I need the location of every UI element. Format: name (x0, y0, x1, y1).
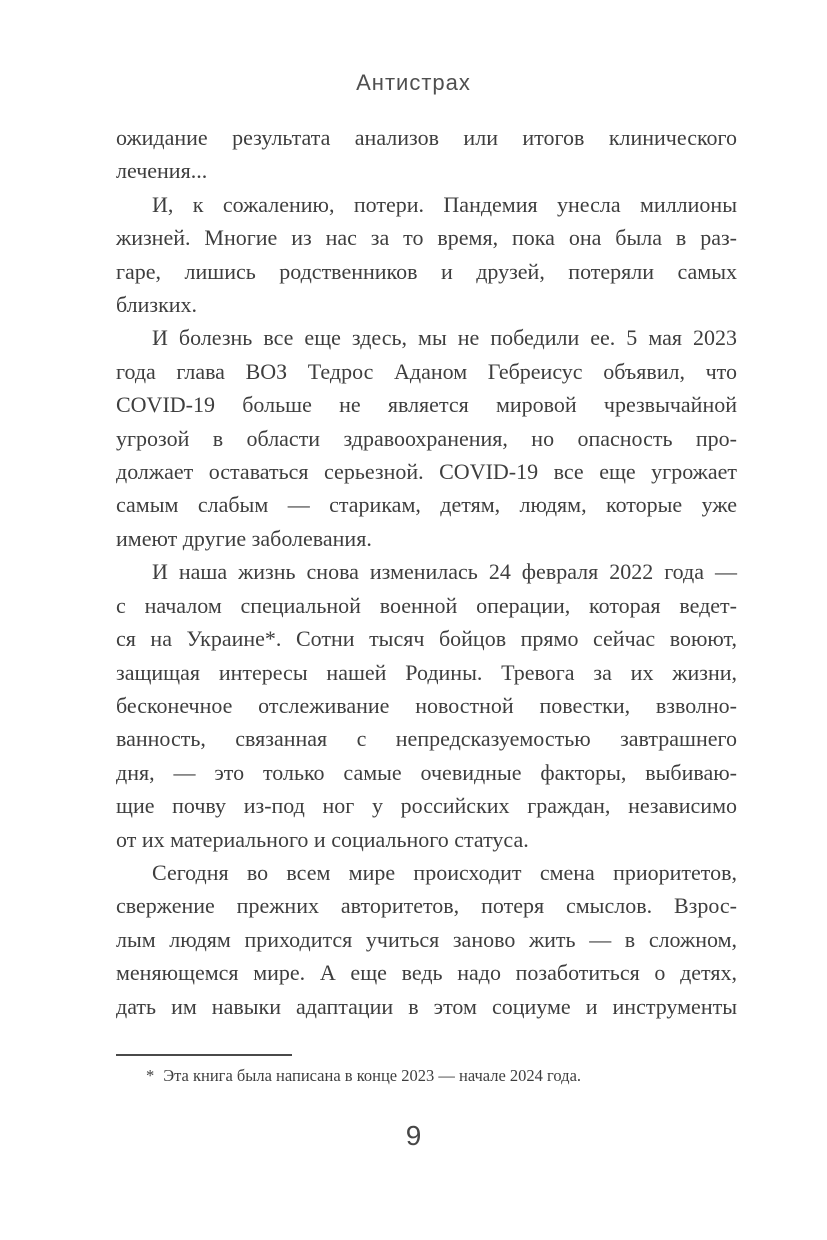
text-line: ожидание результата анализов или итогов клинического (116, 125, 737, 150)
text-line: Сегодня во всем мире происходит смена приоритетов, (152, 859, 737, 885)
text-line: свержение прежних авторитетов, потеря смыслов. Взрос- (116, 893, 737, 919)
text-line: И, к сожалению, потери. Пандемия унесла миллионы (152, 191, 737, 217)
footnote-rule (116, 1054, 292, 1056)
text-line: должает оставаться серьезной. COVID-19 все еще угрожает (116, 459, 737, 485)
footnote-marker: * (146, 1066, 155, 1085)
body-text (116, 121, 737, 1023)
text-line: дать им навыки адаптации в этом социуме и инструменты (116, 993, 737, 1019)
text-line: И наша жизнь снова изменилась 24 февраля 2022 года — (152, 559, 737, 585)
text-line: защищая интересы нашей Родины. Тревога за их жизни, (116, 659, 737, 685)
footnote (116, 1054, 737, 1086)
text-line: гаре, лишись родственников и друзей, потеряли самых (116, 258, 737, 284)
footnote-text: Эта книга была написана в конце 2023 — начале 2024 года. (163, 1066, 582, 1085)
text-line: щие почву из-под ног у российских граждан, независимо (116, 793, 737, 819)
text-line: COVID-19 больше не является мировой чрезвычайной (116, 392, 737, 418)
text-line: близких. (116, 292, 198, 318)
text-line: ванность, связанная с непредсказуемостью завтрашнего (116, 726, 737, 752)
running-head: Антистрах (356, 70, 471, 95)
footnote-text-line (116, 1065, 737, 1086)
text-line: ся на Украине*. Сотни тысяч бойцов прямо сейчас воюют, (116, 626, 737, 652)
text-line: лым людям приходится учиться заново жить — в сложном, (116, 926, 737, 952)
text-line: самым слабым — старикам, детям, людям, которые уже (116, 492, 737, 518)
text-line: лечения... (116, 158, 208, 184)
text-line: с началом специальной военной операции, которая ведет- (116, 592, 737, 618)
text-line: от их материального и социального статуса. (116, 826, 529, 852)
text-line: И болезнь все еще здесь, мы не победили ее. 5 мая 2023 (152, 325, 737, 351)
text-line: угрозой в области здравоохранения, но опасность про- (116, 425, 737, 451)
text-line: дня, — это только самые очевидные факторы, выбиваю- (116, 759, 737, 785)
page-number: 9 (405, 1120, 422, 1151)
text-line: меняющемся мире. А еще ведь надо позаботиться о детях, (116, 960, 737, 986)
text-line: имеют другие заболевания. (116, 525, 372, 551)
text-line: года глава ВОЗ Тедрос Аданом Гебреисус объявил, что (116, 358, 737, 384)
text-line: жизней. Многие из нас за то время, пока она была в раз- (116, 225, 737, 251)
text-line: бесконечное отслеживание новостной повестки, взволно- (116, 692, 737, 718)
